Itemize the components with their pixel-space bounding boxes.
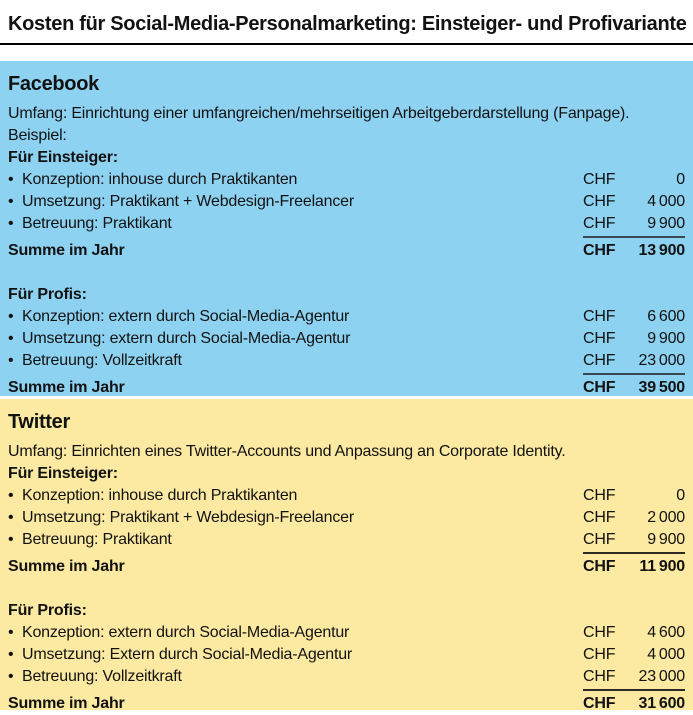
cost-row [8,622,685,644]
sum-row [8,691,685,715]
amount-cell [583,191,685,213]
section-title: Facebook [8,73,99,95]
sum-amount-cell [583,238,685,262]
bullet-icon: • [8,215,14,232]
cost-label: Umsetzung: Praktikant + Webdesign-Freelancer [22,509,354,526]
sum-label: Summe im Jahr [8,242,125,259]
group-heading: Für Profis: [8,286,87,303]
sum-row [8,554,685,578]
cost-label: Betreuung: Praktikant [22,531,172,548]
currency-label: CHF [583,531,616,548]
bullet-icon: • [8,668,14,685]
currency-label: CHF [583,509,616,526]
sum-amount-cell [583,691,685,715]
currency-label: CHF [583,646,616,663]
amount-cell [583,485,685,507]
sum-amount-value: 31 600 [638,695,685,712]
group-einsteiger [8,147,685,262]
currency-label: CHF [583,558,616,575]
currency-label: CHF [583,487,616,504]
intro-line: Beispiel: [8,127,67,144]
currency-label: CHF [583,668,616,685]
currency-label: CHF [583,624,616,641]
bullet-icon: • [8,509,14,526]
cost-row [8,191,685,213]
sum-row [8,375,685,399]
bullet-icon: • [8,171,14,188]
cost-label: Umsetzung: Praktikant + Webdesign-Freelancer [22,193,354,210]
intro-line: Umfang: Einrichten eines Twitter-Accounts und Anpassung an Corporate Identity. [8,443,566,460]
amount-value: 4 600 [647,624,685,641]
amount-value: 4 000 [647,193,685,210]
group-heading: Für Einsteiger: [8,465,118,482]
cost-row [8,213,685,238]
amount-value: 9 900 [647,330,685,347]
bullet-icon: • [8,487,14,504]
amount-value: 23 000 [638,352,685,369]
sum-amount-value: 13 900 [638,242,685,259]
bullet-icon: • [8,624,14,641]
amount-cell [583,306,685,328]
page-title: Kosten für Social-Media-Personalmarketing: Einsteiger- und Profivariante [8,13,687,35]
amount-cell [583,529,685,554]
amount-cell [583,350,685,375]
currency-label: CHF [583,308,616,325]
cost-label: Betreuung: Vollzeitkraft [22,668,182,685]
amount-cell [583,328,685,350]
group-heading: Für Einsteiger: [8,149,118,166]
group-profis [8,600,685,715]
sum-amount-value: 11 900 [639,558,685,575]
amount-cell [583,169,685,191]
sum-label: Summe im Jahr [8,695,125,712]
cost-row [8,644,685,666]
currency-label: CHF [583,379,616,396]
currency-label: CHF [583,242,616,259]
sum-amount-cell [583,554,685,578]
amount-cell [583,507,685,529]
section-facebook [0,61,693,396]
cost-label: Betreuung: Praktikant [22,215,172,232]
amount-cell [583,666,685,691]
bullet-icon: • [8,330,14,347]
cost-row [8,666,685,691]
currency-label: CHF [583,330,616,347]
cost-label: Betreuung: Vollzeitkraft [22,352,182,369]
cost-row [8,169,685,191]
group-heading: Für Profis: [8,602,87,619]
cost-label: Umsetzung: Extern durch Social-Media-Agentur [22,646,353,663]
currency-label: CHF [583,695,616,712]
cost-row [8,485,685,507]
amount-cell [583,644,685,666]
bullet-icon: • [8,646,14,663]
title-divider [0,43,693,45]
intro-line: Umfang: Einrichtung einer umfangreichen/mehrseitigen Arbeitgeberdarstellung (Fanpage). [8,105,630,122]
sum-amount-value: 39 500 [638,379,685,396]
currency-label: CHF [583,352,616,369]
cost-label: Konzeption: inhouse durch Praktikanten [22,487,298,504]
amount-value: 0 [676,171,685,188]
cost-row [8,328,685,350]
amount-cell [583,213,685,238]
amount-value: 9 900 [647,531,685,548]
sum-label: Summe im Jahr [8,379,125,396]
cost-row [8,306,685,328]
cost-row [8,350,685,375]
bullet-icon: • [8,308,14,325]
sum-label: Summe im Jahr [8,558,125,575]
amount-value: 4 000 [647,646,685,663]
sum-amount-cell [583,375,685,399]
section-twitter [0,399,693,710]
group-profis [8,284,685,399]
amount-value: 6 600 [647,308,685,325]
bullet-icon: • [8,193,14,210]
amount-value: 23 000 [638,668,685,685]
cost-label: Konzeption: extern durch Social-Media-Agentur [22,624,350,641]
sum-row [8,238,685,262]
currency-label: CHF [583,215,616,232]
cost-row [8,507,685,529]
cost-row [8,529,685,554]
cost-label: Umsetzung: extern durch Social-Media-Agentur [22,330,351,347]
amount-cell [583,622,685,644]
amount-value: 0 [676,487,685,504]
amount-value: 9 900 [647,215,685,232]
currency-label: CHF [583,171,616,188]
cost-label: Konzeption: inhouse durch Praktikanten [22,171,298,188]
cost-label: Konzeption: extern durch Social-Media-Agentur [22,308,350,325]
section-title: Twitter [8,411,70,433]
amount-value: 2 000 [647,509,685,526]
bullet-icon: • [8,531,14,548]
bullet-icon: • [8,352,14,369]
group-einsteiger [8,463,685,578]
currency-label: CHF [583,193,616,210]
